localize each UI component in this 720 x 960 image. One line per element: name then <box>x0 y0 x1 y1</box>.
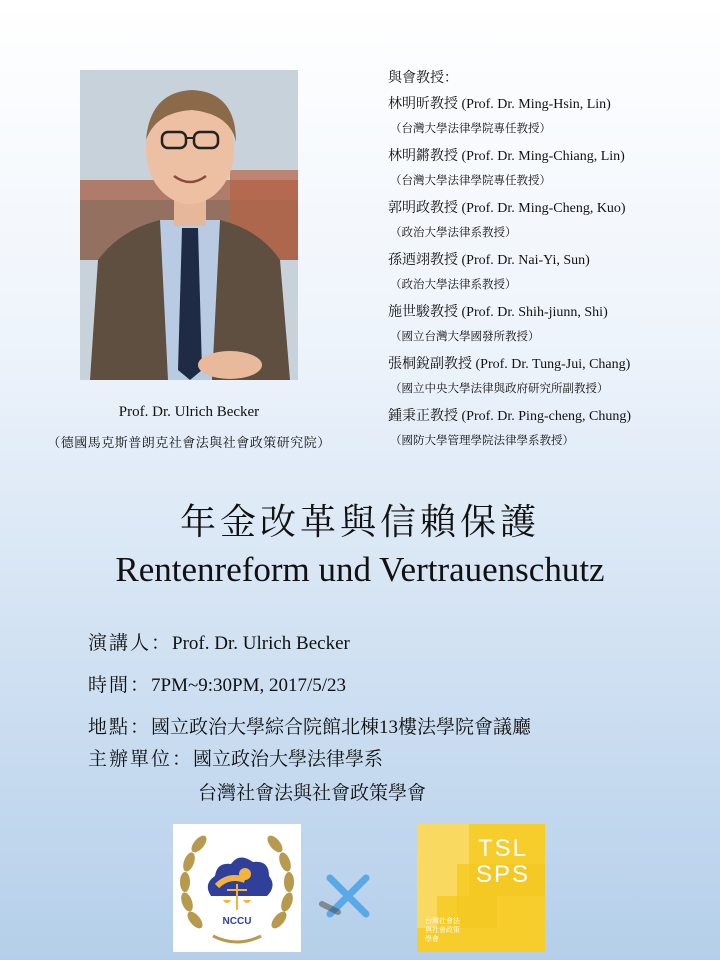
organizer-value-1: 國立政治大學法律學系 <box>193 749 384 770</box>
professor-name: 林明鏘教授 (Prof. Dr. Ming-Chiang, Lin) <box>388 149 625 164</box>
panel-heading: 與會教授： <box>388 71 458 86</box>
professor-name: 施世駿教授 (Prof. Dr. Shih-jiunn, Shi) <box>388 305 608 320</box>
professor-title: （台灣大學法律學院專任教授） <box>390 175 551 187</box>
professor-title: （國防大學管理學院法律學系教授） <box>390 435 574 447</box>
tsl-sps-logo <box>417 824 545 952</box>
organizer-value-2: 台灣社會法與社會政策學會 <box>198 783 427 804</box>
professor-name: 林明昕教授 (Prof. Dr. Ming-Hsin, Lin) <box>388 97 611 112</box>
professor-title: （政治大學法律系教授） <box>390 279 517 291</box>
time-label: 時間： <box>88 675 152 696</box>
professor-name: 郭明政教授 (Prof. Dr. Ming-Cheng, Kuo) <box>388 201 626 216</box>
organizer-label: 主辦單位： <box>88 749 194 770</box>
professor-title: （國立中央大學法律與政府研究所副教授） <box>390 383 609 395</box>
nccu-emblem-icon <box>173 824 301 952</box>
organizer-info-line <box>88 744 383 771</box>
speaker-label: 演講人： <box>88 633 173 654</box>
professor-title: （政治大學法律系教授） <box>390 227 517 239</box>
nccu-logo <box>173 824 301 952</box>
organizer-info-line-2 <box>198 778 426 805</box>
professor-title: （台灣大學法律學院專任教授） <box>390 123 551 135</box>
speaker-info-line <box>88 628 350 655</box>
nccu-logo-text: NCCU <box>222 916 252 927</box>
tsl-line: TSL <box>477 835 528 862</box>
tsl-sps-wordmark <box>471 836 535 888</box>
professor-title: （國立台灣大學國發所教授） <box>390 331 540 343</box>
place-info-line <box>88 712 531 739</box>
lecture-title-german: Rentenreform und Vertrauenschutz <box>115 550 605 589</box>
professor-name: 鍾秉正教授 (Prof. Dr. Ping-cheng, Chung) <box>388 409 632 424</box>
speaker-caption-institute: （德國馬克斯普朗克社會法與社會政策研究院） <box>47 435 331 450</box>
time-value: 7PM~9:30PM, 2017/5/23 <box>151 675 347 696</box>
speaker-photo <box>80 70 298 380</box>
participating-professors-panel <box>388 70 708 460</box>
time-info-line <box>88 670 346 697</box>
speaker-caption-name: Prof. Dr. Ulrich Becker <box>118 404 260 420</box>
tsl-sps-small-text: 台灣社會法與社會政策學會 <box>425 917 460 943</box>
professor-name: 孫迺翊教授 (Prof. Dr. Nai-Yi, Sun) <box>388 253 590 268</box>
speaker-value: Prof. Dr. Ulrich Becker <box>172 633 350 654</box>
speaker-portrait-icon <box>80 70 298 380</box>
professor-name: 張桐銳副教授 (Prof. Dr. Tung-Jui, Chang) <box>388 357 631 372</box>
sps-line: SPS <box>475 861 531 888</box>
lecture-title-chinese: 年金改革與信賴保護 <box>179 502 540 542</box>
place-label: 地點： <box>88 717 152 738</box>
place-value: 國立政治大學綜合院館北棟13樓法學院會議廳 <box>151 717 532 738</box>
collaboration-cross-icon <box>318 866 378 926</box>
